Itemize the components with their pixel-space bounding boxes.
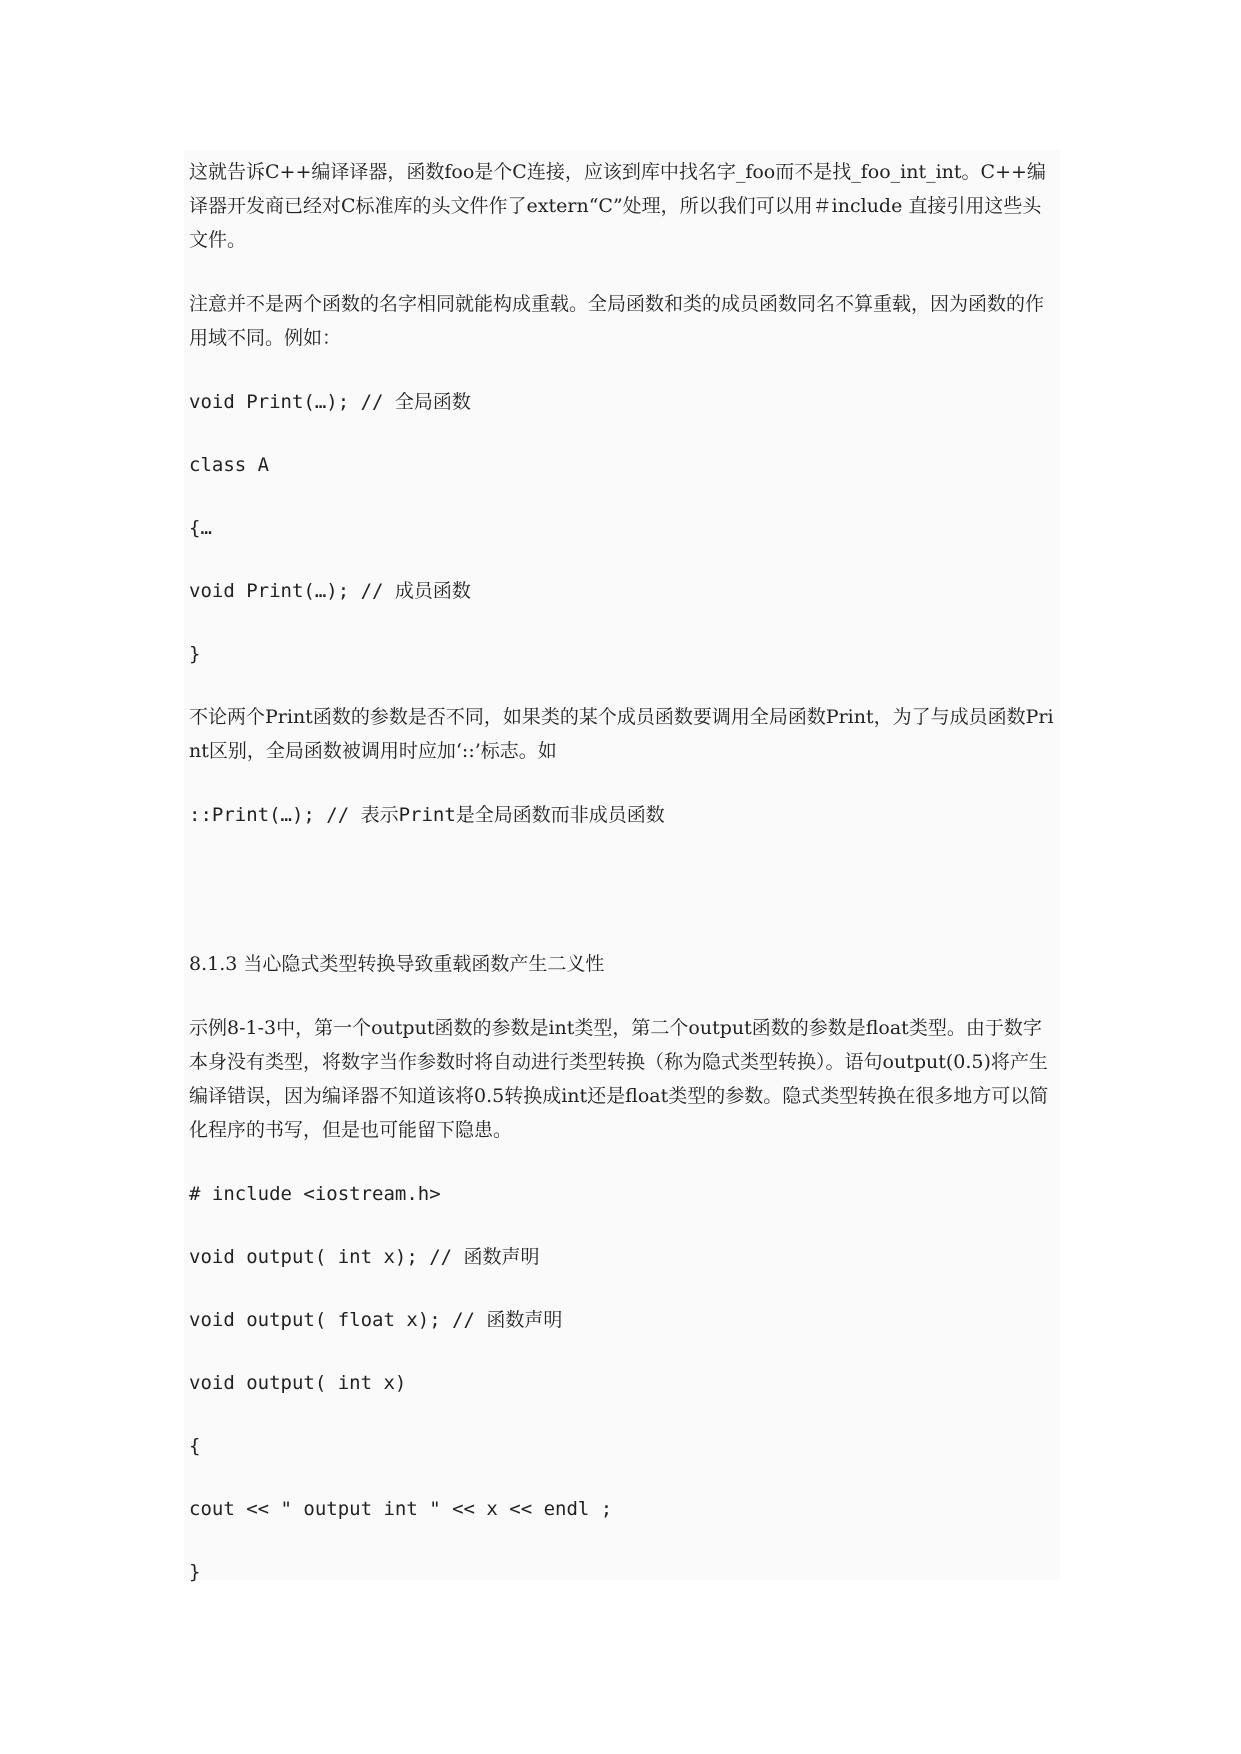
paragraph-print-distinction: 不论两个Print函数的参数是否不同，如果类的某个成员函数要调用全局函数Print，为了与成员函数Print区别，全局函数被调用时应加‘::’标志。如 <box>189 706 1054 762</box>
paragraph-scope-note: 注意并不是两个函数的名字相同就能构成重载。全局函数和类的成员函数同名不算重载，因为函数的作用域不同。例如： <box>189 293 1045 349</box>
document-content <box>189 155 1055 1618</box>
paragraph-example-8-1-3: 示例8-1-3中，第一个output函数的参数是int类型，第二个output函数的参数是float类型。由于数字本身没有类型，将数字当作参数时将自动进行类型转换（称为隐式类型转换）。语句output(0.5)将产生编译错误，因为编译器不知道该将0.5转换成int还是float类型的参数。隐式类型转换在很多地方可以简化程序的书写，但是也可能留下隐患。 <box>189 1017 1049 1141</box>
code-line-include: # include <iostream.h> <box>189 1183 441 1205</box>
code-line-close-brace: } <box>189 643 201 665</box>
code-line-cout: cout << " output int " << x << endl ; <box>189 1498 613 1520</box>
code-line-body-open: { <box>189 1435 201 1457</box>
code-line-member-print: void Print(…); // 成员函数 <box>189 580 471 602</box>
code-line-scoped-print: ::Print(…); // 表示Print是全局函数而非成员函数 <box>189 804 665 826</box>
code-line-body-close: } <box>189 1561 201 1583</box>
section-heading-8-1-3: 8.1.3 当心隐式类型转换导致重载函数产生二义性 <box>189 953 605 975</box>
paragraph-extern-c: 这就告诉C++编译译器，函数foo是个C连接，应该到库中找名字_foo而不是找_foo_int_int。C++编译器开发商已经对C标准库的头文件作了extern“C”处理，所以我们可以用＃include 直接引用这些头文件。 <box>189 161 1046 251</box>
code-line-global-print: void Print(…); // 全局函数 <box>189 391 471 413</box>
section-spacer <box>189 861 1055 947</box>
code-line-decl-int: void output( int x); // 函数声明 <box>189 1246 540 1268</box>
code-line-open-brace: {… <box>189 517 212 539</box>
code-line-decl-float: void output( float x); // 函数声明 <box>189 1309 563 1331</box>
code-line-def-int: void output( int x) <box>189 1372 407 1394</box>
code-line-class-a: class A <box>189 454 270 476</box>
